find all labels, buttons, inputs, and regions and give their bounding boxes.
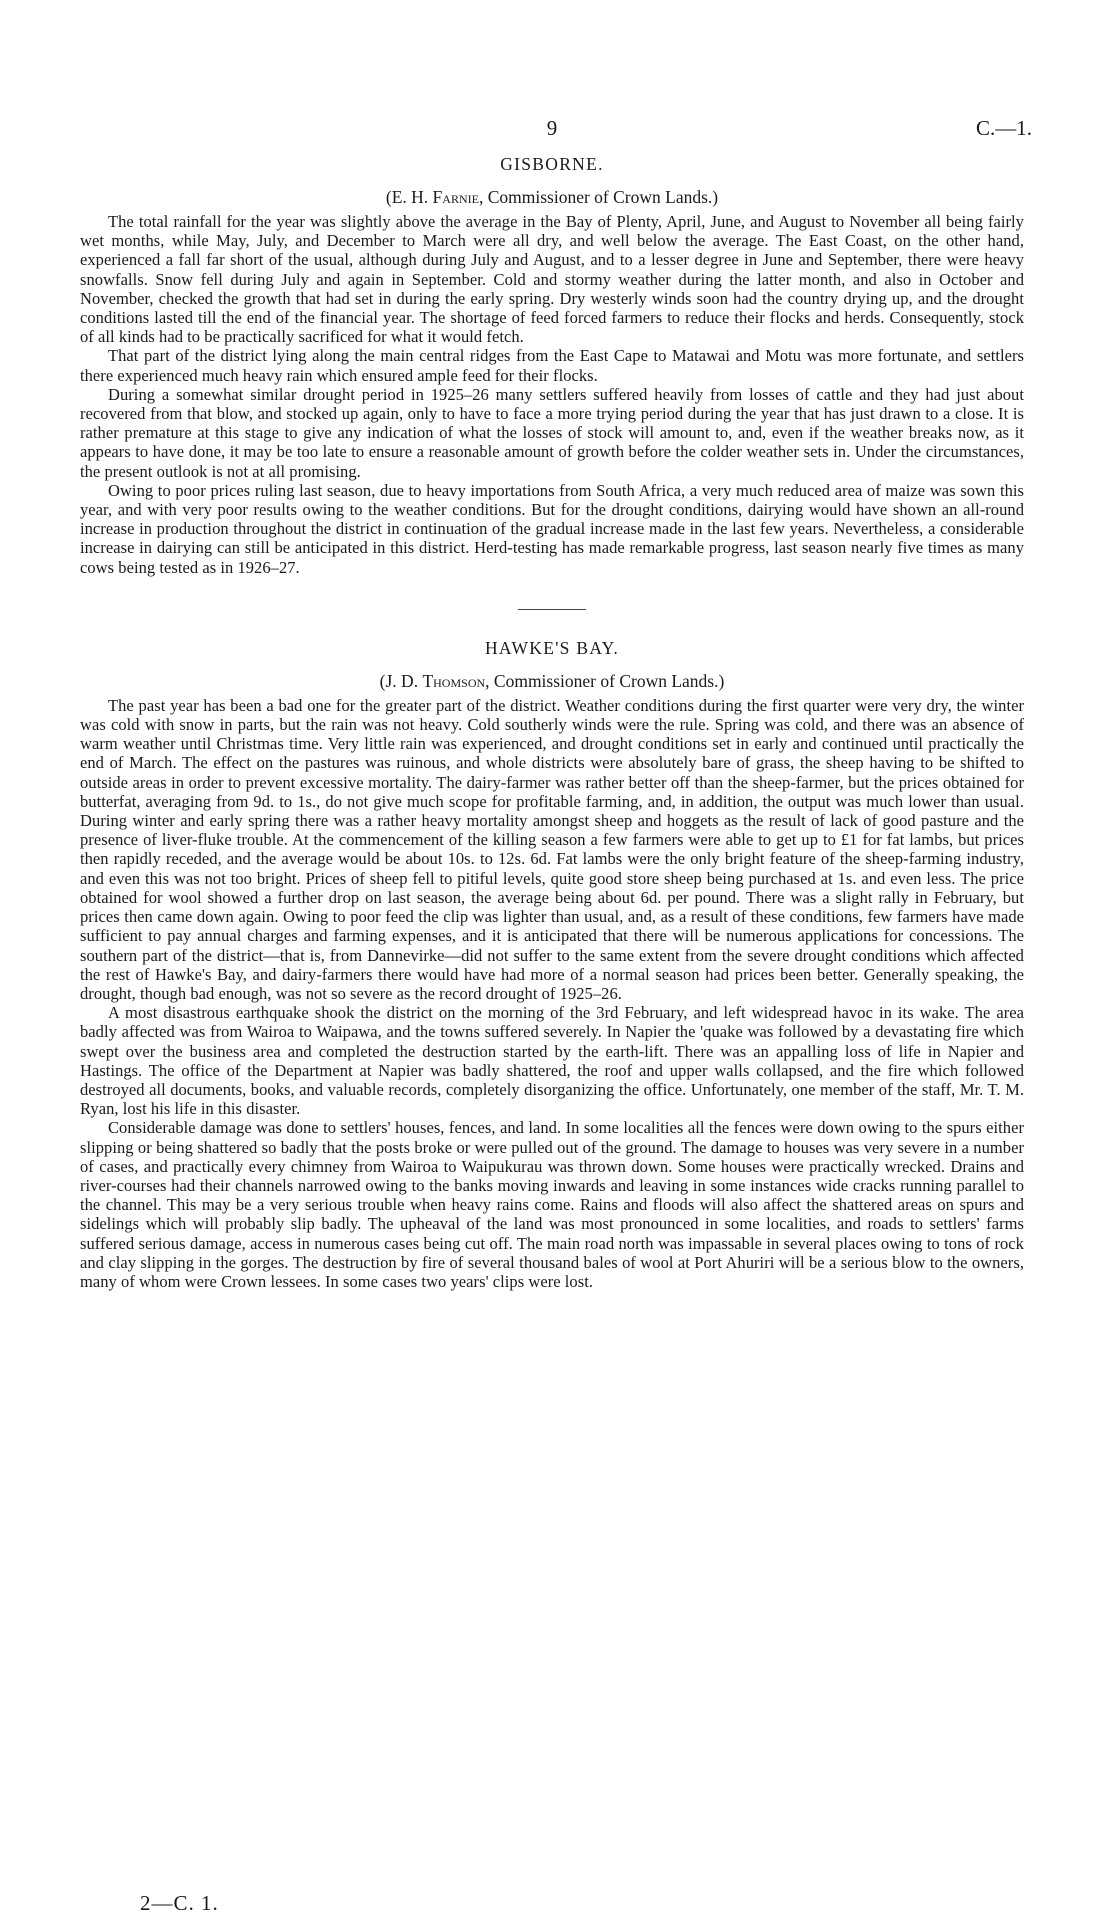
page-header <box>80 112 1032 148</box>
hawkes-bay-section <box>80 638 1024 1291</box>
document-code: C.—1. <box>975 116 1032 140</box>
paragraph: Owing to poor prices ruling last season, due to heavy importations from South Africa, a very much reduced area of maize was sown this year, and with very poor results owing to the weather conditions. But for the drought conditions, dairying would have shown an all-round increase in production throughout the district in continuation of the gradual increase made in the last few years. Nevertheless, a considerable increase in dairying can still be anticipated in this district. Herd-testing has made remarkable progress, last season nearly five times as many cows being tested as in 1926–27. <box>80 480 1024 577</box>
paragraph: That part of the district lying along the main central ridges from the East Cape to Matawai and Motu was more fortunate, and settlers there experienced much heavy rain which ensured ample feed for their flocks. <box>80 346 1024 385</box>
commissioner-name: Thomson <box>422 670 486 691</box>
byline-open: (J. D. <box>379 670 423 691</box>
paragraph: During a somewhat similar drought period in 1925–26 many settlers suffered heavily from losses of cattle and they had just about recovered from that blow, and stocked up again, only to have to face a more trying period during the year that has just drawn to a close. It is rather premature at this stage to give any indication of what the losses of stock will amount to, and, even if the weather breaks now, as it appears to have done, it may be too late to ensure a reasonable amount of growth before the colder weather sets in. Under the circumstances, the present outlook is not at all promising. <box>80 384 1024 481</box>
paragraph: The total rainfall for the year was slightly above the average in the Bay of Plenty, April, June, and August to November all being fairly wet months, while May, July, and December to March were all dry, and well below the average. The East Coast, on the other hand, experienced a fall far short of the usual, although during July and August, and to a lesser degree in June and September, there were heavy snowfalls. Snow fell during July and again in September. Cold and stormy weather during the latter month, and also in October and November, checked the growth that had set in during the early spring. Dry westerly winds soon had the country drying up, and the drought conditions lasted till the end of the financial year. The shortage of feed forced farmers to reduce their flocks and herds. Consequently, stock of all kinds had to be practically sacrificed for what it would fetch. <box>80 212 1024 347</box>
byline-hawkes-bay <box>80 671 1024 692</box>
signature-mark: 2—C. 1. <box>140 1891 219 1915</box>
byline-rest: , Commissioner of Crown Lands.) <box>478 187 719 207</box>
section-title-hawkes-bay: HAWKE'S BAY. <box>484 637 620 658</box>
paragraph: Considerable damage was done to settlers' houses, fences, and land. In some localities all the fences were down owing to the spurs either slipping or being shattered so badly that the posts broke or were pulled out of the ground. The damage to houses was very severe in a number of cases, and practically every chimney from Wairoa to Waipukurau was thrown down. Some houses were practically wrecked. Drains and river-courses had their channels narrowed owing to the banks moving inwards and leaving in some instances wide cracks running parallel to the channel. This may be a very serious trouble when heavy rains come. Rains and floods will also affect the shattered areas on spurs and sidelings which will probably slip badly. The upheaval of the land was most pronounced in some localities, and roads to settlers' farms suffered serious damage, access in numerous cases being cut off. The main road north was impassable in several places owing to tons of rock and clay slipping in the gorges. The destruction by fire of several thousand bales of wool at Port Ahuriri will be a serious blow to the owners, many of whom were Crown lessees. In some cases two years' clips were lost. <box>80 1118 1024 1291</box>
page-number: 9 <box>546 116 558 140</box>
commissioner-name: Farnie <box>432 187 479 207</box>
byline-rest: , Commissioner of Crown Lands.) <box>485 670 725 691</box>
byline-open: (E. H. <box>385 187 433 207</box>
section-divider <box>518 609 586 610</box>
byline-gisborne <box>80 187 1024 208</box>
paragraph: A most disastrous earthquake shook the district on the morning of the 3rd February, and left widespread havoc in its wake. The area badly affected was from Wairoa to Waipawa, and the towns suffered severely. In Napier the 'quake was followed by a devastating fire which swept over the business area and completed the destruction started by the earth-lift. There was an appalling loss of life in Napier and Hastings. The office of the Department at Napier was badly shattered, the roof and upper walls collapsed, and the fire which followed destroyed all documents, books, and valuable records, completely disorganizing the office. Unfortunately, one member of the staff, Mr. T. M. Ryan, lost his life in this disaster. <box>80 1003 1024 1119</box>
document-page <box>80 112 1032 1291</box>
gisborne-section <box>80 154 1024 577</box>
section-title-gisborne: GISBORNE. <box>500 154 604 174</box>
paragraph: The past year has been a bad one for the greater part of the district. Weather conditions during the first quarter were very dry, the winter was cold with snow in parts, but the rain was not heavy. Cold southerly winds were the rule. Spring was cold, and there was an absence of warm weather until Christmas time. Very little rain was experienced, and drought conditions set in early and continued until practically the end of March. The effect on the pastures was ruinous, and whole districts were absolutely bare of grass, the sheep having to be shifted to outside areas in order to prevent excessive mortality. The dairy-farmer was rather better off than the sheep-farmer, but the prices obtained for butterfat, averaging from 9d. to 1s., do not give much scope for profitable farming, and, in addition, the output was much lower than usual. During winter and early spring there was a rather heavy mortality amongst sheep and hoggets as the result of lack of good pasture and the presence of liver-fluke trouble. At the commencement of the killing season a few farmers were able to get up to £1 for fat lambs, but prices then rapidly receded, and the average would be about 10s. to 12s. 6d. Fat lambs were the only bright feature of the sheep-farming industry, and even this was not too bright. Prices of sheep fell to pitiful levels, quite good store sheep being purchased at 1s. and even less. The price obtained for wool showed a further drop on last season, the average being about 6d. per pound. There was a slight rally in February, but prices then came down again. Owing to poor feed the clip was lighter than usual, and, as a result of these conditions, few farmers have made sufficient to pay annual charges and farming expenses, and it is anticipated that there will be numerous applications for concessions. The southern part of the district—that is, from Dannevirke—did not suffer to the same extent from the severe drought conditions which affected the rest of Hawke's Bay, and dairy-farmers there would have had more of a normal season had prices been better. Generally speaking, the drought, though bad enough, was not so severe as the record drought of 1925–26. <box>80 695 1024 1003</box>
